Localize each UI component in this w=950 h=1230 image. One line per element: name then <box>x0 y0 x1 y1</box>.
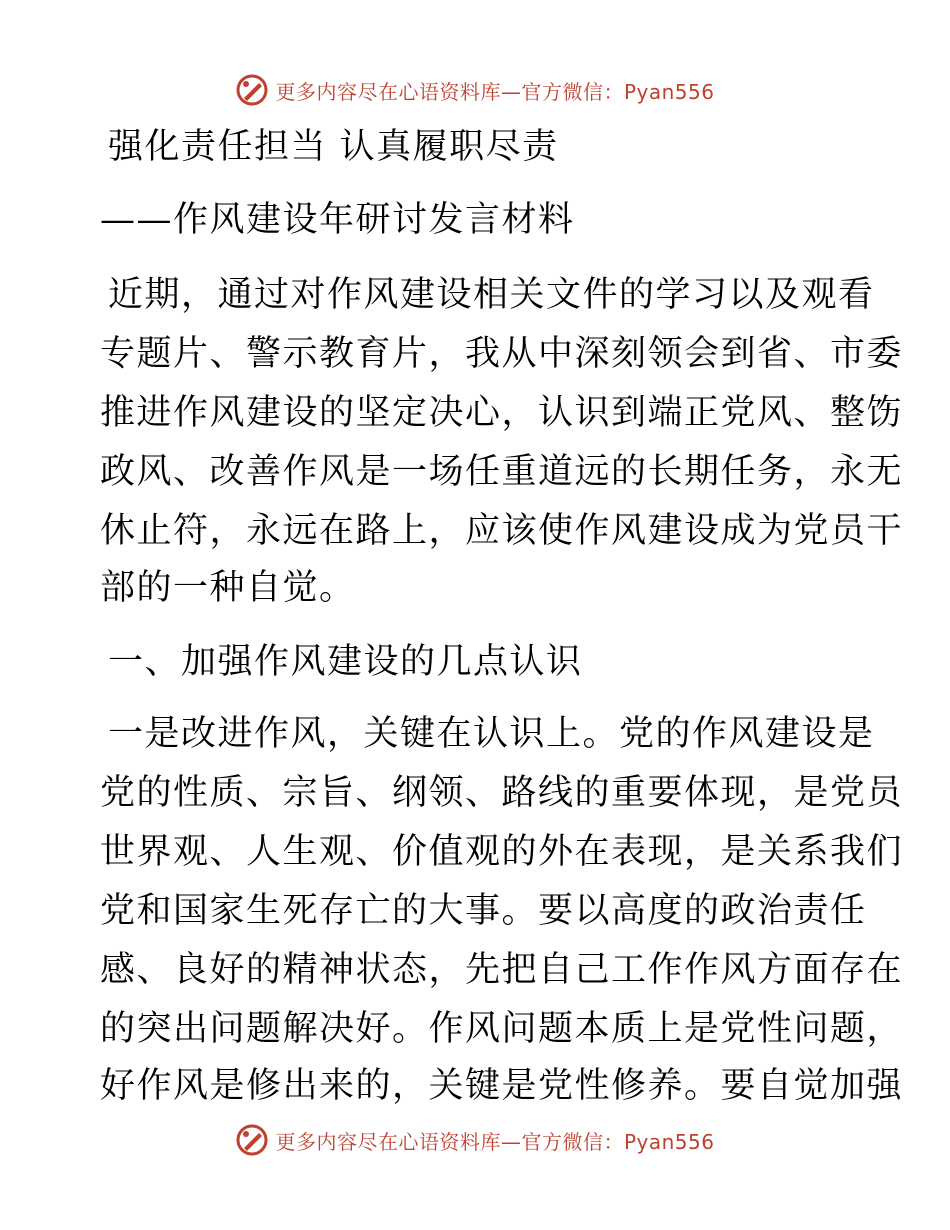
watermark-text: 更多内容尽在心语资料库—官方微信：Pyan556 <box>275 79 715 104</box>
watermark-header <box>0 72 950 108</box>
section-line: 一是改进作风，关键在认识上。党的作风建设是 <box>108 714 875 754</box>
intro-line: 专题片、警示教育片，我从中深刻领会到省、市委 <box>100 334 904 374</box>
watermark-footer <box>0 1122 950 1158</box>
quill-logo-icon <box>235 73 269 107</box>
intro-line: 推进作风建设的坚定决心，认识到端正党风、整饬 <box>100 393 904 433</box>
section-line: 的突出问题解决好。作风问题本质上是党性问题， <box>100 1009 904 1049</box>
section-heading: 一、加强作风建设的几点认识 <box>108 642 583 682</box>
intro-line: 休止符，永远在路上，应该使作风建设成为党员干 <box>100 511 904 551</box>
quill-logo-icon <box>235 1123 269 1157</box>
watermark-text: 更多内容尽在心语资料库—官方微信：Pyan556 <box>275 1129 715 1154</box>
document-subtitle: ——作风建设年研讨发言材料 <box>100 200 575 240</box>
section-line: 感、良好的精神状态，先把自己工作作风方面存在 <box>100 950 904 990</box>
section-line: 好作风是修出来的，关键是党性修养。要自觉加强 <box>100 1066 904 1106</box>
intro-line: 近期，通过对作风建设相关文件的学习以及观看 <box>108 275 875 315</box>
intro-line: 政风、改善作风是一场任重道远的长期任务，永无 <box>100 452 904 492</box>
section-line: 党和国家生死存亡的大事。要以高度的政治责任 <box>100 891 867 931</box>
section-line: 世界观、人生观、价值观的外在表现，是关系我们 <box>100 832 904 872</box>
section-line: 党的性质、宗旨、纲领、路线的重要体现，是党员 <box>100 773 904 813</box>
document-title: 强化责任担当 认真履职尽责 <box>108 127 559 167</box>
intro-line: 部的一种自觉。 <box>100 568 356 608</box>
